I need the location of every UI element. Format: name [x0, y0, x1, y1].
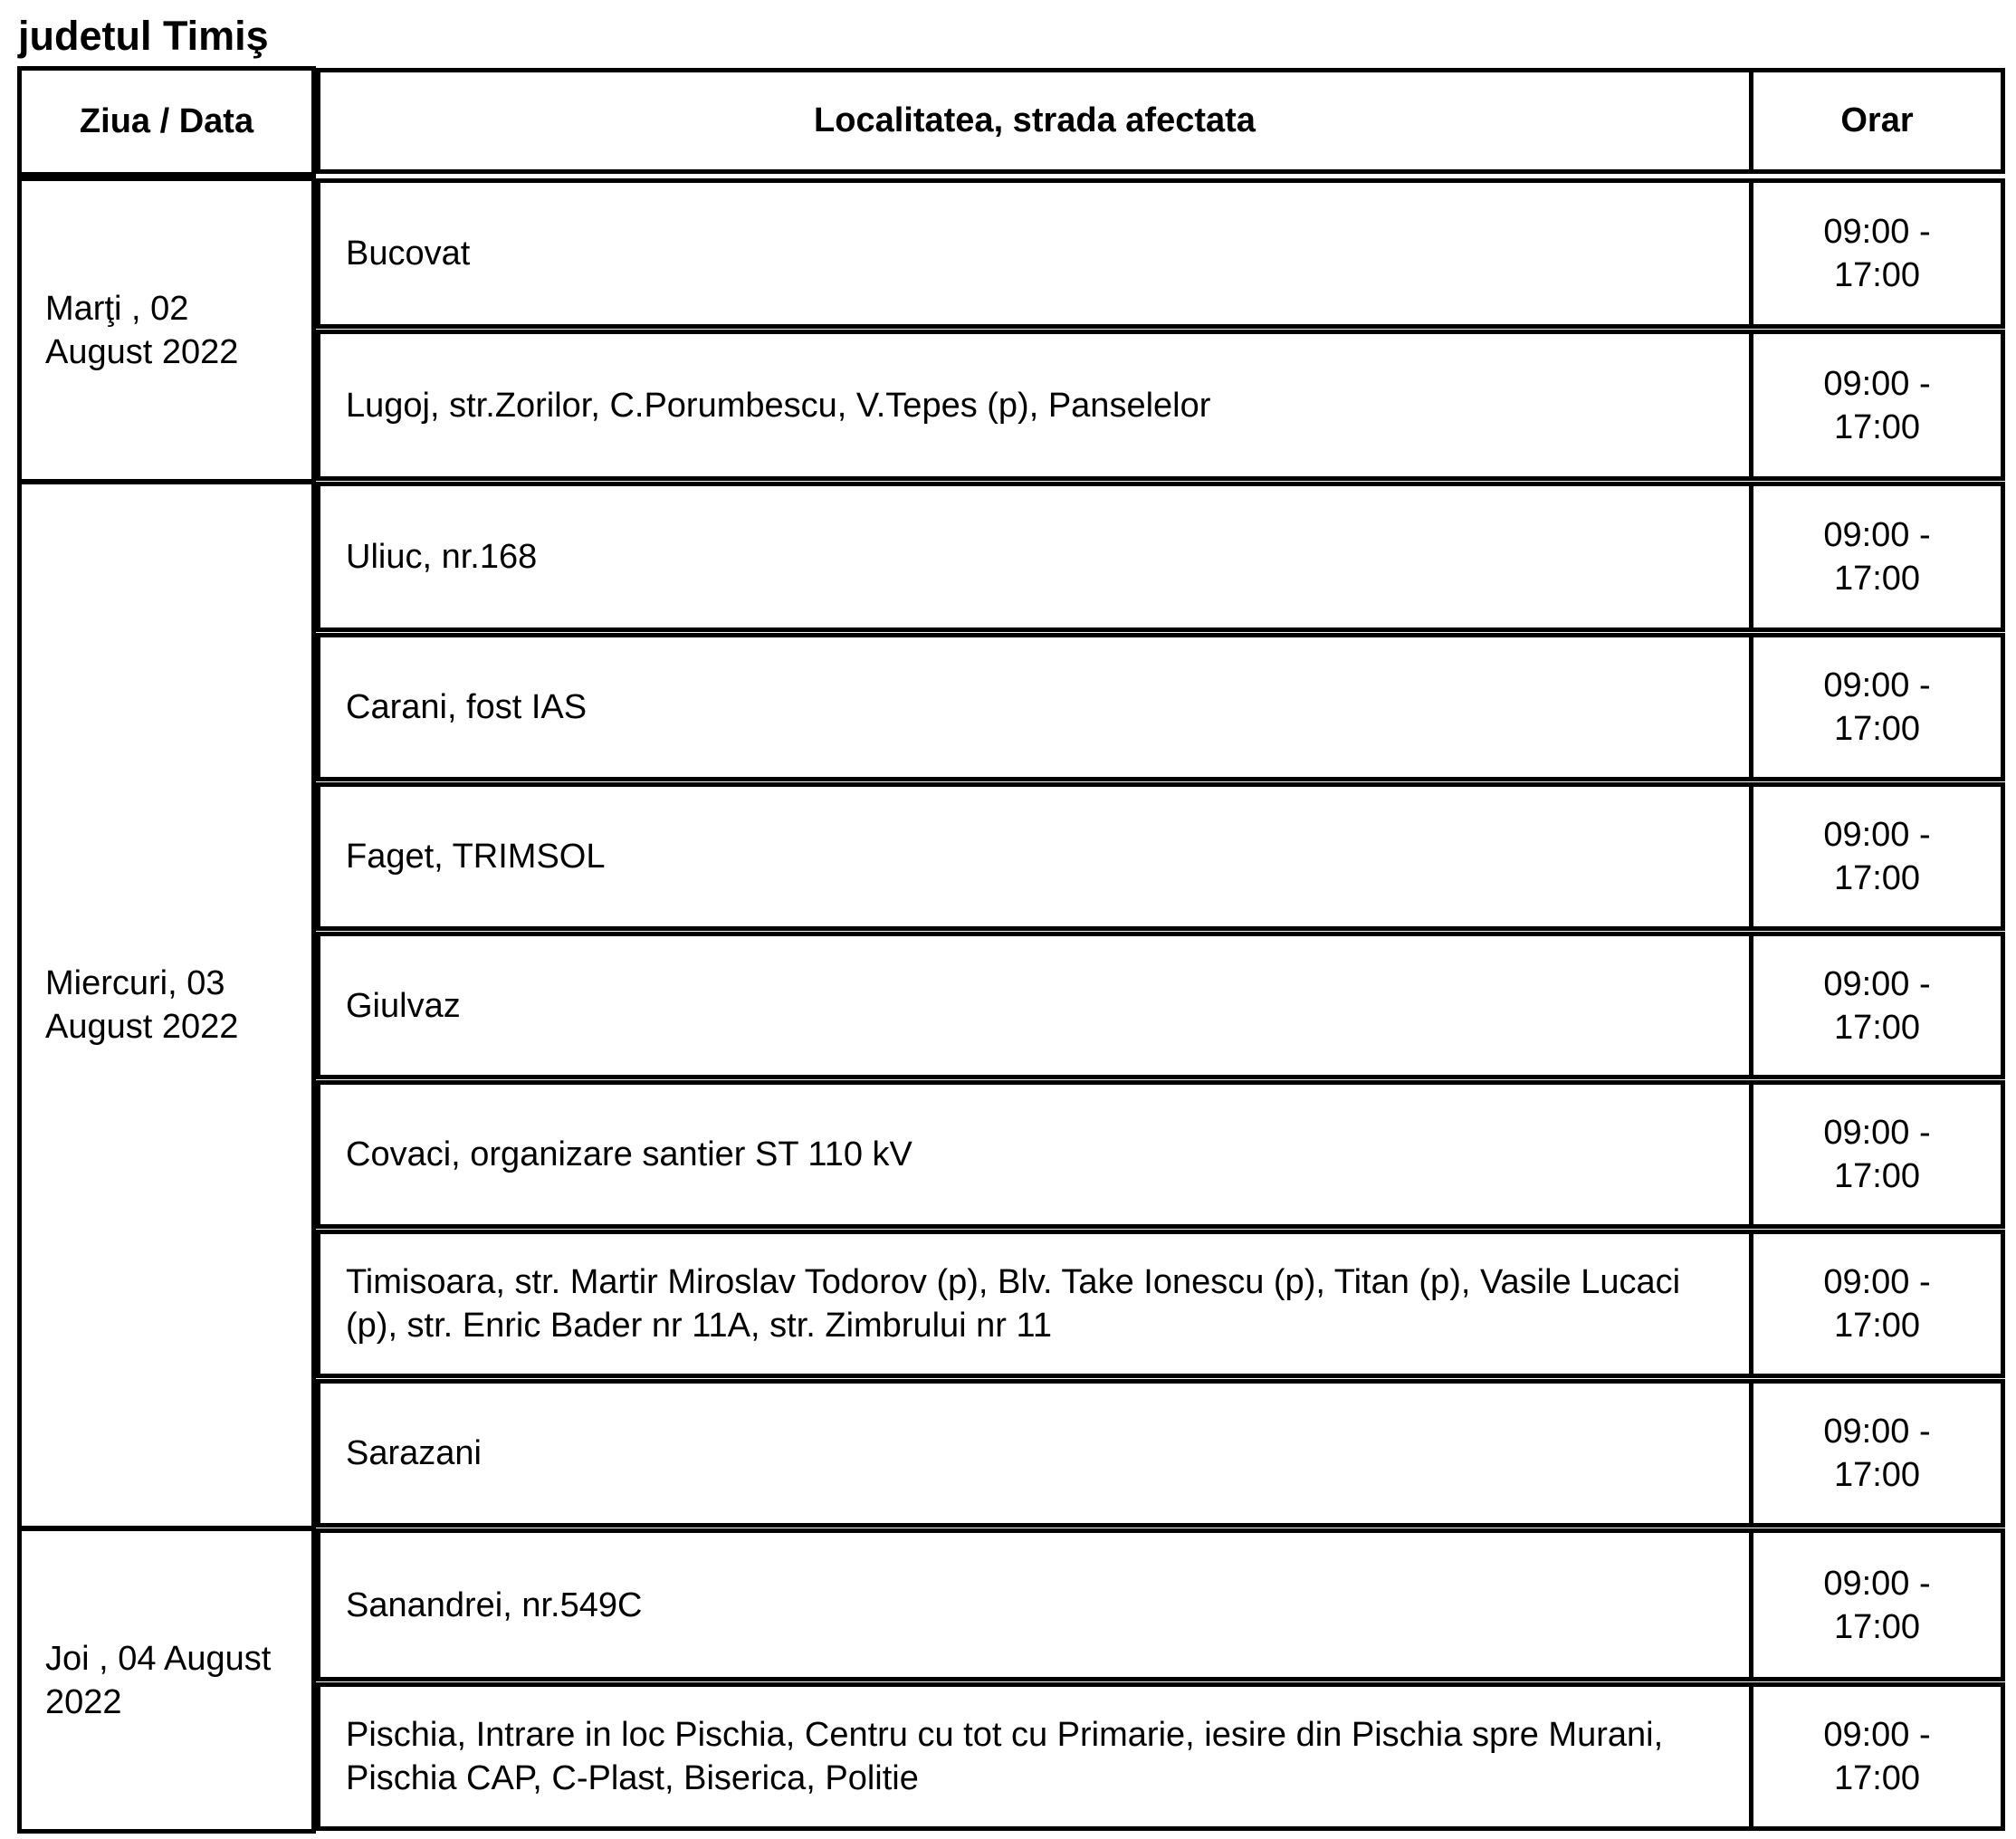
time-text: 09:00 - 17:00	[1823, 964, 1931, 1047]
time-text: 09:00 - 17:00	[1823, 213, 1931, 294]
location-text: Covaci, organizare santier ST 110 kV	[346, 1135, 912, 1173]
header-location-label: Localitatea, strada afectata	[814, 101, 1256, 139]
location-cell	[316, 633, 1753, 781]
header-date	[17, 66, 316, 177]
location-text: Uliuc, nr.168	[346, 538, 538, 576]
date-cell	[17, 177, 316, 484]
location-cell	[316, 330, 1753, 481]
location-cell	[316, 1080, 1753, 1229]
time-text: 09:00 - 17:00	[1823, 364, 1931, 446]
location-text: Carani, fost IAS	[346, 688, 588, 726]
date-label: Miercuri, 03 August 2022	[45, 964, 239, 1046]
location-text: Bucovat	[346, 235, 471, 273]
location-cell	[316, 482, 1753, 632]
location-cell	[316, 1230, 1753, 1378]
location-text: Sarazani	[346, 1434, 482, 1472]
time-text: 09:00 - 17:00	[1823, 1716, 1931, 1797]
date-label: Joi , 04 August 2022	[45, 1639, 272, 1721]
time-cell	[1749, 633, 2005, 781]
time-cell	[1749, 1230, 2005, 1378]
header-schedule-label: Orar	[1840, 101, 1914, 139]
location-text: Sanandrei, nr.549C	[346, 1585, 643, 1624]
time-cell	[1749, 1528, 2005, 1681]
header-date-label: Ziua / Data	[79, 101, 254, 140]
date-cell	[17, 480, 316, 1530]
location-cell	[316, 782, 1753, 931]
time-cell	[1749, 1379, 2005, 1528]
time-cell	[1749, 782, 2005, 931]
time-text: 09:00 - 17:00	[1823, 516, 1931, 598]
date-label: Marţi , 02 August 2022	[45, 289, 239, 371]
location-cell	[316, 1379, 1753, 1528]
page-title: judetul Timiş	[18, 13, 269, 59]
time-cell	[1749, 1080, 2005, 1229]
time-cell	[1749, 330, 2005, 481]
location-cell	[316, 178, 1753, 329]
header-location	[316, 68, 1753, 174]
time-text: 09:00 - 17:00	[1823, 666, 1931, 748]
time-cell	[1749, 1682, 2005, 1831]
location-text: Giulvaz	[346, 986, 461, 1025]
time-cell	[1749, 482, 2005, 632]
location-cell	[316, 1528, 1753, 1681]
time-text: 09:00 - 17:00	[1823, 1114, 1931, 1195]
location-cell	[316, 1682, 1753, 1831]
header-schedule	[1749, 68, 2005, 174]
date-cell	[17, 1527, 316, 1834]
time-cell	[1749, 932, 2005, 1079]
location-text: Timisoara, str. Martir Miroslav Todorov (p), Blv. Take Ionescu (p), Titan (p), Vasile Lucaci (p), str. Enric Bader nr 11A, str. Zimbrului nr 11	[346, 1263, 1681, 1345]
location-text: Lugoj, str.Zorilor, C.Porumbescu, V.Tepes (p), Panselelor	[346, 386, 1211, 425]
location-cell	[316, 932, 1753, 1079]
time-text: 09:00 - 17:00	[1823, 1564, 1931, 1646]
time-text: 09:00 - 17:00	[1823, 1263, 1931, 1345]
location-text: Pischia, Intrare in loc Pischia, Centru cu tot cu Primarie, iesire din Pischia spre Murani, Pischia CAP, C-Plast, Biserica, Politie	[346, 1716, 1664, 1797]
location-text: Faget, TRIMSOL	[346, 838, 606, 876]
time-cell	[1749, 178, 2005, 329]
time-text: 09:00 - 17:00	[1823, 1413, 1931, 1494]
time-text: 09:00 - 17:00	[1823, 816, 1931, 897]
